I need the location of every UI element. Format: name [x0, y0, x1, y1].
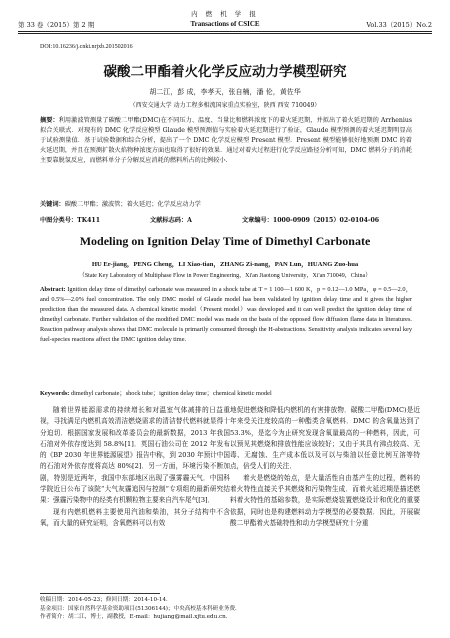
classification-row [40, 215, 412, 224]
header-rule [18, 31, 432, 32]
journal-title-en: Transactions of CSICE [190, 20, 260, 28]
header-volume-right: Vol.33（2015）No.2 [366, 21, 432, 29]
abstract-en-text: Ignition delay time of dimethyl carbonate was measured in a shock tube at T = 1 100—1 600 K，p = 0.12—1.0 MPa，φ = 0.5—2.0，and 0.5%—2.0% fuel concentration. The only DMC model of Glaude model has been validated by ignition delay time and it gives the higher prediction than the measured data. A chemical kinetic model（Present model）was developed and it can well predict the ignition delay time of dimethyl carbonate. Further validation of the modified DMC model was made on the basis of the opposed flow diffusion flame data in literatures. Reaction pathway analysis shows that DMC molecule is primarily consumed through the H-abstractions. Sensitivity analysis indicates several key fuel-species reactions affect the DMC ignition delay time. [40, 286, 412, 343]
running-header [0, 0, 450, 34]
body-paragraph: 地促进燃烧和降低内燃机的有害排放物．碳酸二甲酯(DMC)是近年来受关注度较高的一种酯类含氧燃料．DMC 的含氧量达到了 53.3%，是迄今为止研究发现含氧量最高的一种燃料，因此，可以预见其燃烧和排放性能应该较好；又由于其具有沸点较高、无毒、无腐蚀、生产成本低以及可以与柴油以任意比例互溶等特点，倍受人们的关注． [230, 406, 420, 471]
affiliation-cn: （西安交通大学 动力工程多相流国家重点实验室，陕西 西安 710049） [129, 102, 321, 109]
footnote-received: 收稿日期：2014-05-23；修回日期：2014-10-14． [40, 597, 172, 603]
title-en: Modeling on Ignition Delay Time of Dimethyl Carbonate [79, 234, 371, 248]
abstract-cn [40, 116, 412, 166]
footnotes [40, 596, 410, 622]
keywords-cn-text: 碳酸二甲酯；激波管；着火延迟；化学反应动力学 [64, 201, 201, 208]
body-column-left [40, 405, 230, 529]
header-rule-thin [18, 33, 432, 34]
authors-cn: 胡二江，彭 成，李孝天，张自楠，潘 伦，黄佐华 [149, 88, 301, 96]
abstract-en [40, 285, 412, 345]
authors-en: HU Er-jiang，PENG Cheng，LI Xiao-tian，ZHANG Zi-nang，PAN Lun，HUANG Zuo-hua [91, 261, 359, 268]
keywords-en-label: Keywords: [40, 390, 70, 397]
footnote-rule [40, 593, 160, 594]
keywords-en-text: dimethyl carbonate；shock tube；ignition delay time；chemical kinetic model [70, 390, 272, 397]
abstract-cn-label: 摘要： [40, 117, 59, 124]
body-paragraph: 随着世界能源需求的持续增长和对温室气体减排的日益重视，寻找满足内燃机高效清洁燃烧需求的清洁替代燃料就显得十分迫切．根据国家发展和改革委员会的最新数据，2013 年我国石油对外依存度达到 58.8%[1]．英国石油公司在 2012 年发布的《BP 2030 年世界能源展望》报告中称，到 2030 年预计中国的石油对外依存度将高达 80%[2]．另一方面，环境污染不断加剧，特别是近两年，我国中东部地区出现了强雾霾天气．中国科学院近日公布了该院“大气灰霾追因与控制”专项组的最新研究结果：强霾污染物中的经类有机颗粒物主要来自汽车尾气[3]． [40, 406, 230, 505]
footnote-funding: 基金项目：国家自然科学基金资助项目(51306144)；中央高校基本科研业务费． [40, 605, 241, 612]
document-code: 文献标志码：A [150, 217, 192, 224]
abstract-cn-text: 利用激波管测量了碳酸二甲酯(DMC)在不同压力、温度、当量比和燃料浓度下的着火延迟期，并拟出了着火延迟期的 Arrhenius 拟合关联式．对现有的 DMC 化学反应模型 Glaude 模型预测值与实验着火延迟期进行了验证，Glaude 模型预测的着火延迟期明显高于试验测量值．基于试验数据和综合分析，提出了一个 DMC 化学反应模型 Present 模型．Present 模型能够很好地预测 DMC 的着火延迟期，并且在预测扩散火焰物种浓度方面也取得了很好的效果．通过对着火过程进行化学反应路径分析可知，DMC 燃料分子的消耗主要靠脱氢反应，而燃料单分子分解反应消耗的燃料所占的比例较小． [40, 117, 412, 164]
clc-number: 中图分类号：TK411 [40, 217, 101, 224]
body-paragraph: 着火是燃烧的始点，是大量活性自由基产生的过程，燃料的着火特性直接关乎其燃烧和污染物生成．而着火延迟期是描述燃料着火特性的基础参数，是实际燃烧装置燃烧设计和优化的重要依据，同时也是构建燃料动力学模型的必要数据．因此，开展碳酸二甲酯着火基础特性和动力学模型研究十分重 [230, 473, 420, 527]
journal-title-cn: 内 燃 机 学 报 [191, 10, 259, 18]
footnote-author: 作者简介：胡二江，博士，副教授，E-mail：hujiang@mail.xjtu.edu.cn． [40, 614, 232, 621]
keywords-en [40, 389, 412, 399]
header-volume-left: 第 33 卷（2015）第 2 期 [18, 21, 95, 29]
body-paragraph: 现有内燃机燃料主要使用汽油和柴油，其分子结构中不含氧，而大量的研究证明，含氧燃料可以有效 [40, 507, 230, 527]
keywords-cn-label: 关键词： [40, 201, 65, 208]
affiliation-en: （State Key Laboratory of Multiphase Flow in Power Engineering，Xi'an Jiaotong University，Xi'an 710049，China） [78, 273, 372, 279]
article-number: 文章编号：1000-0909（2015）02-0104-06 [241, 217, 380, 224]
doi: DOI:10.16236/j.cnki.nrjxb.201502016 [40, 44, 133, 50]
abstract-en-label: Abstract: [40, 286, 66, 293]
title-cn: 碳酸二甲酯着火化学反应动力学模型研究 [103, 64, 347, 80]
keywords-cn [40, 200, 412, 210]
body-column-right [230, 405, 420, 529]
